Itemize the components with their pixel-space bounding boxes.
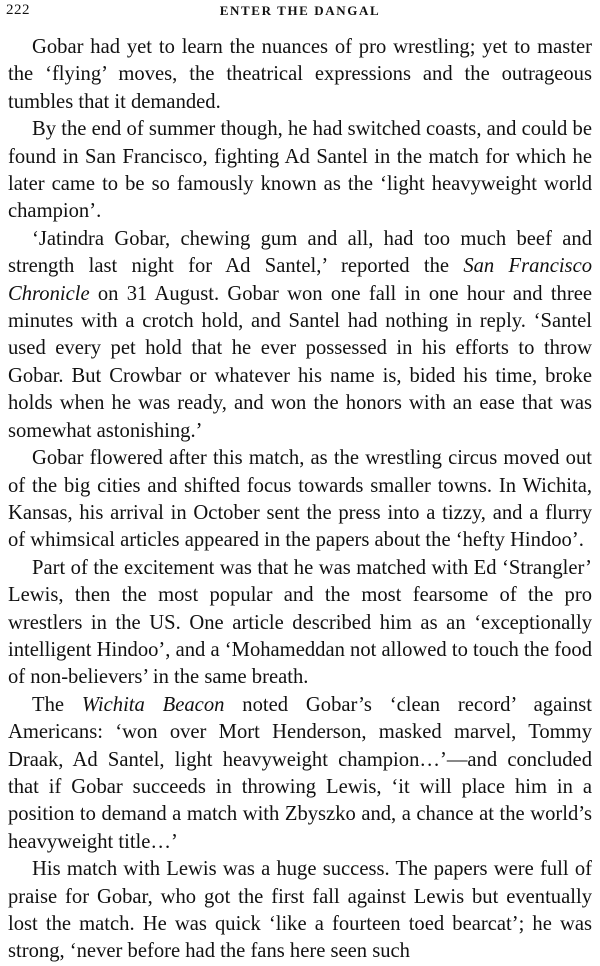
paragraph-text: By the end of summer though, he had switched coasts, and could be found in San Francisco, fighting Ad Santel in the match for which he later came to be so famously known as the ‘light heavyweight world champion’. bbox=[8, 118, 592, 223]
paragraph-text: ‘Jatindra Gobar, chewing gum and all, had too much beef and strength last night for Ad Santel,’ reported the bbox=[8, 227, 592, 278]
paragraph-text: noted Gobar’s ‘clean record’ against Americans: ‘won over Mort Henderson, masked marvel, Tommy Draak, Ad Santel, light heavyweight champion…’—and concluded that if Gobar succeeds in throwing Lewis, ‘it will place him in a position to demand a match with Zbyszko and, a chance at the world’s heavyweight title…’ bbox=[8, 693, 592, 853]
paragraph bbox=[8, 692, 592, 856]
paragraph bbox=[8, 445, 592, 555]
paragraph-text: His match with Lewis was a huge success. The papers were full of praise for Gobar, who got the first fall against Lewis but eventually lost the match. He was quick ‘like a fourteen toed bearcat’; he was strong, ‘never before had the fans here seen such bbox=[8, 858, 592, 963]
paragraph-text: The bbox=[32, 693, 82, 716]
newspaper-title: Wichita Beacon bbox=[81, 693, 225, 716]
paragraph bbox=[8, 555, 592, 692]
book-title: ENTER THE DANGAL bbox=[219, 3, 381, 18]
page-number: 222 bbox=[6, 2, 30, 18]
running-head bbox=[6, 2, 594, 24]
paragraph bbox=[8, 34, 592, 116]
paragraph bbox=[8, 856, 592, 966]
paragraph-text: on 31 August. Gobar won one fall in one hour and three minutes with a crotch hold, and Santel had nothing in reply. ‘Santel used every pet hold that he ever possessed in his efforts to throw Gobar. But Crowbar or whatever his name is, bided his time, broke holds when he was ready, and won the honors with an ease that was somewhat astonishing.’ bbox=[8, 282, 592, 442]
paragraph bbox=[8, 226, 592, 445]
paragraph bbox=[8, 116, 592, 226]
paragraph-text: Gobar flowered after this match, as the wrestling circus moved out of the big cities and shifted focus towards smaller towns. In Wichita, Kansas, his arrival in October sent the press into a tizzy, and a flurry of whimsical articles appeared in the papers about the ‘hefty Hindoo’. bbox=[8, 447, 592, 552]
paragraph-text: Part of the excitement was that he was matched with Ed ‘Strangler’ Lewis, then the most popular and the most fearsome of the pro wrestlers in the US. One article described him as an ‘exceptionally intelligent Hindoo’, and a ‘Mohameddan not allowed to touch the food of non-believers’ in the same breath. bbox=[8, 556, 592, 689]
body-text bbox=[8, 34, 592, 966]
paragraph-text: Gobar had yet to learn the nuances of pro wrestling; yet to master the ‘flying’ moves, the theatrical expressions and the outrageous tumbles that it demanded. bbox=[8, 36, 592, 113]
newspaper-title: San Francisco Chronicle bbox=[8, 255, 593, 305]
